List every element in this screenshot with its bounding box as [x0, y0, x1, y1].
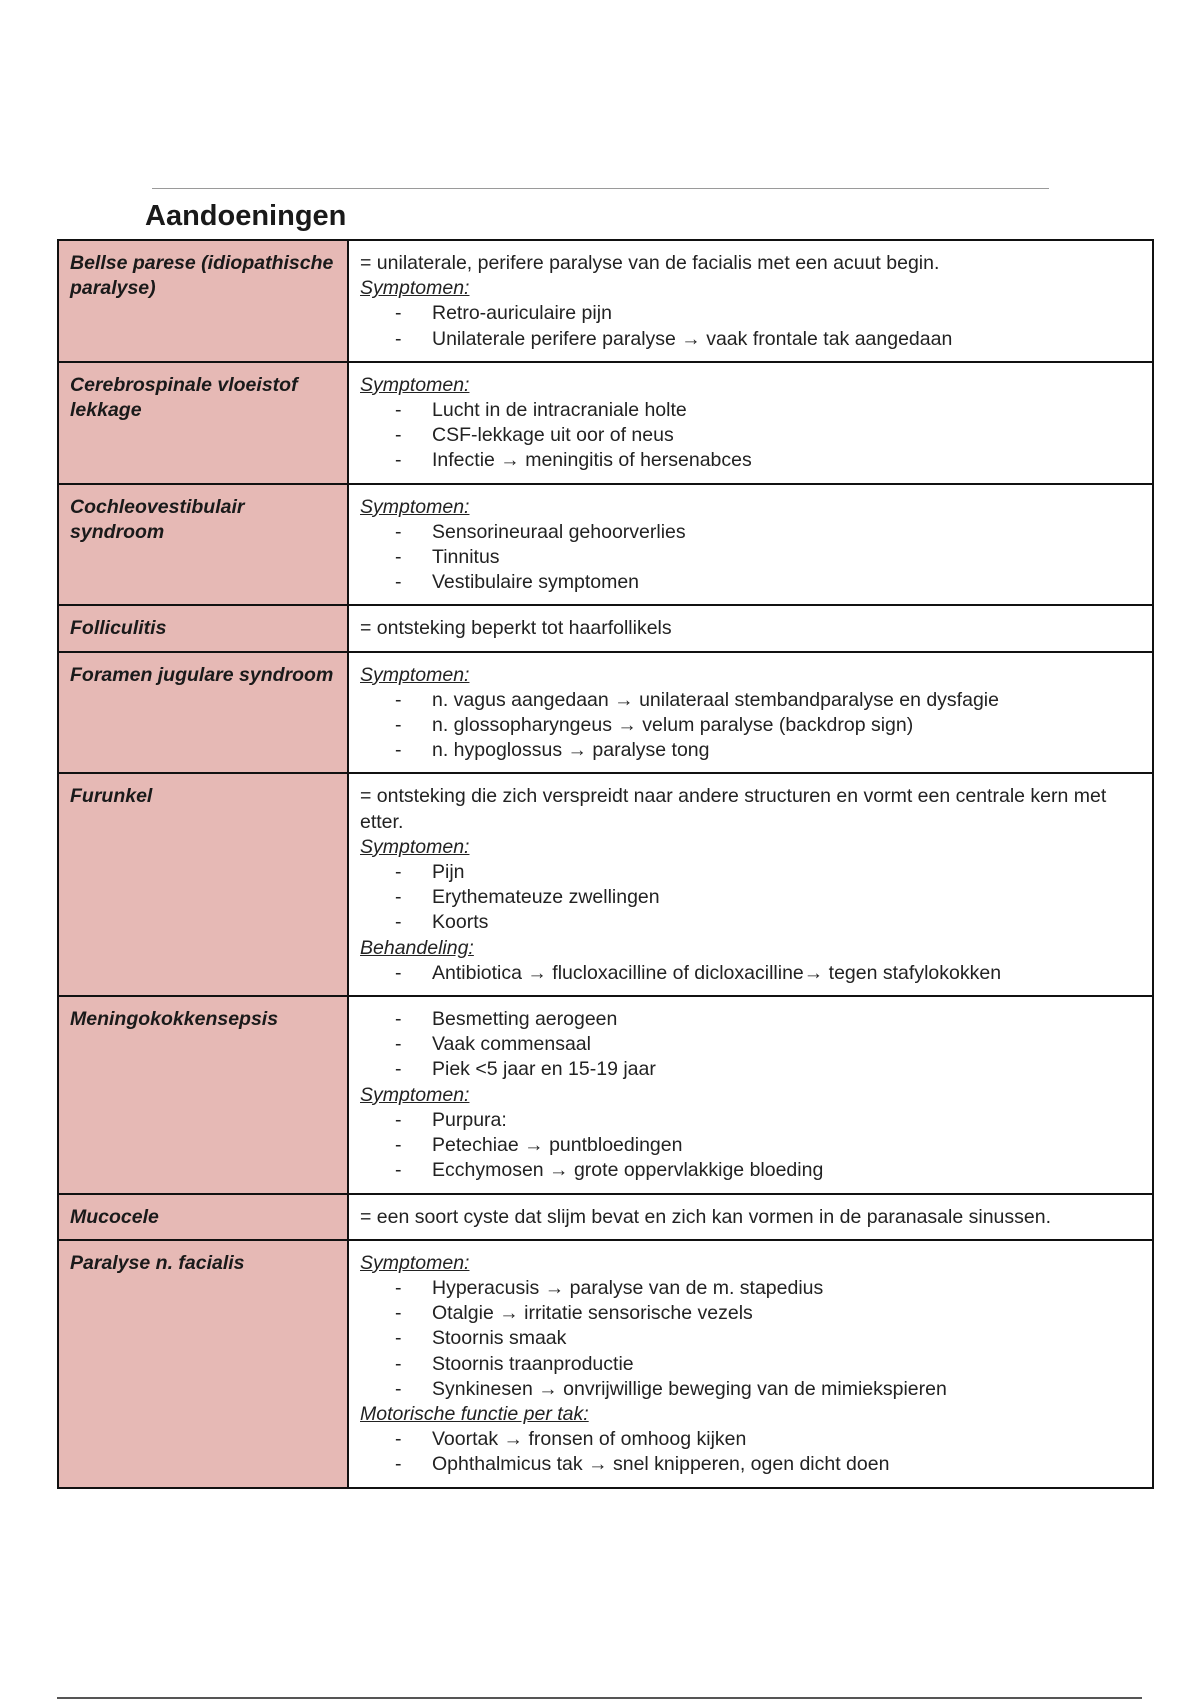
list-item	[360, 1158, 1142, 1183]
list-item-text: n. hypoglossus → paralyse tong	[432, 739, 710, 762]
list-item	[360, 1057, 1142, 1082]
list-item-text: Ophthalmicus tak → snel knipperen, ogen dicht doen	[432, 1453, 890, 1476]
list-item-text: CSF-lekkage uit oor of neus	[432, 424, 674, 447]
condition-description	[348, 1194, 1153, 1240]
dash-bullet-icon: -	[395, 1377, 402, 1400]
list-item-text: Stoornis smaak	[432, 1327, 567, 1350]
list-item	[360, 1352, 1142, 1377]
dash-bullet-icon: -	[395, 1134, 402, 1157]
dash-bullet-icon: -	[395, 1302, 402, 1325]
conditions-table	[57, 239, 1154, 1489]
list-item	[360, 1032, 1142, 1057]
condition-row	[58, 240, 1153, 362]
bullet-list	[360, 961, 1142, 986]
list-item-text: Infectie → meningitis of hersenabces	[432, 449, 752, 472]
condition-name: Furunkel	[58, 773, 348, 996]
list-item	[360, 1108, 1142, 1133]
dash-bullet-icon: -	[395, 424, 402, 447]
condition-row	[58, 773, 1153, 996]
condition-row	[58, 484, 1153, 606]
dash-bullet-icon: -	[395, 1058, 402, 1081]
section-label: Motorische functie per tak:	[360, 1402, 589, 1425]
dash-bullet-icon: -	[395, 1428, 402, 1451]
list-item	[360, 1427, 1142, 1452]
description-text: = unilaterale, perifere paralyse van de facialis met een acuut begin.	[360, 252, 940, 274]
list-item-text: Lucht in de intracraniale holte	[432, 399, 687, 422]
section-label: Symptomen:	[360, 835, 470, 858]
list-item-text: Pijn	[432, 861, 465, 884]
bullet-list	[360, 860, 1142, 936]
description-text: = een soort cyste dat slijm bevat en zich kan vormen in de paranasale sinussen.	[360, 1205, 1052, 1228]
condition-name: Folliculitis	[58, 605, 348, 651]
condition-name: Foramen jugulare syndroom	[58, 652, 348, 774]
section-label: Symptomen:	[360, 373, 470, 396]
list-item	[360, 885, 1142, 910]
condition-row	[58, 1240, 1153, 1488]
condition-description	[348, 773, 1153, 996]
dash-bullet-icon: -	[395, 546, 402, 569]
list-item	[360, 520, 1142, 545]
bullet-list	[360, 1007, 1142, 1083]
bullet-list	[360, 688, 1142, 764]
dash-bullet-icon: -	[395, 520, 402, 543]
list-item-text: Tinnitus	[432, 546, 500, 569]
list-item-text: Purpura:	[432, 1108, 507, 1131]
dash-bullet-icon: -	[395, 911, 402, 934]
list-item	[360, 570, 1142, 595]
condition-row	[58, 652, 1153, 774]
list-item	[360, 1007, 1142, 1032]
dash-bullet-icon: -	[395, 739, 402, 762]
section-label: Behandeling:	[360, 936, 474, 959]
bullet-list	[360, 398, 1142, 474]
list-item	[360, 448, 1142, 473]
condition-name: Bellse parese (idiopathische paralyse)	[58, 240, 348, 362]
list-item	[360, 738, 1142, 763]
list-item-text: Piek <5 jaar en 15-19 jaar	[432, 1058, 656, 1081]
section-label: Symptomen:	[360, 277, 470, 300]
dash-bullet-icon: -	[395, 1453, 402, 1476]
description-text: = ontsteking beperkt tot haarfollikels	[360, 617, 672, 640]
list-item-text: Besmetting aerogeen	[432, 1008, 618, 1031]
condition-name: Cochleovestibulair syndroom	[58, 484, 348, 606]
condition-name: Mucocele	[58, 1194, 348, 1240]
dash-bullet-icon: -	[395, 1108, 402, 1131]
condition-row	[58, 362, 1153, 484]
dash-bullet-icon: -	[395, 886, 402, 909]
list-item-text: Unilaterale perifere paralyse → vaak frontale tak aangedaan	[432, 327, 953, 350]
list-item-text: Antibiotica → flucloxacilline of dicloxacilline→ tegen stafylokokken	[432, 961, 1002, 984]
dash-bullet-icon: -	[395, 1033, 402, 1056]
list-item-text: Synkinesen → onvrijwillige beweging van de mimiekspieren	[432, 1377, 947, 1400]
header-divider	[152, 188, 1049, 189]
description-text: = ontsteking die zich verspreidt naar andere structuren en vormt een centrale kern met etter.	[360, 785, 1107, 833]
condition-row	[58, 1194, 1153, 1240]
list-item-text: Sensorineuraal gehoorverlies	[432, 520, 686, 543]
list-item	[360, 688, 1142, 713]
bullet-list	[360, 1427, 1142, 1477]
list-item	[360, 423, 1142, 448]
dash-bullet-icon: -	[395, 861, 402, 884]
section-label: Symptomen:	[360, 663, 470, 686]
dash-bullet-icon: -	[395, 688, 402, 711]
dash-bullet-icon: -	[395, 327, 402, 350]
condition-description	[348, 996, 1153, 1193]
condition-row	[58, 605, 1153, 651]
list-item-text: Ecchymosen → grote oppervlakkige bloeding	[432, 1159, 824, 1182]
list-item-text: Vaak commensaal	[432, 1033, 591, 1056]
footer-divider	[57, 1697, 1142, 1699]
condition-description	[348, 362, 1153, 484]
list-item-text: Hyperacusis → paralyse van de m. stapedius	[432, 1276, 824, 1299]
dash-bullet-icon: -	[395, 571, 402, 594]
list-item	[360, 545, 1142, 570]
dash-bullet-icon: -	[395, 714, 402, 737]
list-item-text: Erythemateuze zwellingen	[432, 886, 660, 909]
dash-bullet-icon: -	[395, 399, 402, 422]
condition-name: Meningokokkensepsis	[58, 996, 348, 1193]
section-label: Symptomen:	[360, 495, 470, 518]
dash-bullet-icon: -	[395, 302, 402, 325]
list-item	[360, 398, 1142, 423]
list-item	[360, 910, 1142, 935]
list-item-text: Stoornis traanproductie	[432, 1352, 634, 1375]
condition-description	[348, 652, 1153, 774]
list-item-text: n. vagus aangedaan → unilateraal stembandparalyse en dysfagie	[432, 688, 999, 711]
bullet-list	[360, 301, 1142, 351]
dash-bullet-icon: -	[395, 449, 402, 472]
list-item	[360, 860, 1142, 885]
condition-description	[348, 240, 1153, 362]
list-item-text: Koorts	[432, 911, 489, 934]
condition-row	[58, 996, 1153, 1193]
list-item	[360, 1276, 1142, 1301]
page-title: Aandoeningen	[145, 200, 347, 232]
section-label: Symptomen:	[360, 1251, 470, 1274]
list-item-text: Vestibulaire symptomen	[432, 571, 640, 594]
list-item	[360, 1301, 1142, 1326]
section-label: Symptomen:	[360, 1083, 470, 1106]
list-item	[360, 327, 1142, 352]
list-item-text: Retro-auriculaire pijn	[432, 302, 612, 325]
bullet-list	[360, 1276, 1142, 1402]
list-item-text: n. glossopharyngeus → velum paralyse (backdrop sign)	[432, 714, 914, 737]
list-item-text: Otalgie → irritatie sensorische vezels	[432, 1302, 753, 1325]
condition-name: Paralyse n. facialis	[58, 1240, 348, 1488]
dash-bullet-icon: -	[395, 1352, 402, 1375]
condition-description	[348, 605, 1153, 651]
list-item	[360, 713, 1142, 738]
condition-description	[348, 484, 1153, 606]
condition-description	[348, 1240, 1153, 1488]
dash-bullet-icon: -	[395, 1008, 402, 1031]
dash-bullet-icon: -	[395, 1159, 402, 1182]
condition-name: Cerebrospinale vloeistof lekkage	[58, 362, 348, 484]
list-item	[360, 1133, 1142, 1158]
list-item	[360, 1452, 1142, 1477]
list-item	[360, 1377, 1142, 1402]
bullet-list	[360, 520, 1142, 596]
list-item	[360, 301, 1142, 326]
dash-bullet-icon: -	[395, 1327, 402, 1350]
list-item	[360, 961, 1142, 986]
list-item-text: Petechiae → puntbloedingen	[432, 1134, 683, 1157]
dash-bullet-icon: -	[395, 961, 402, 984]
list-item	[360, 1326, 1142, 1351]
dash-bullet-icon: -	[395, 1276, 402, 1299]
bullet-list	[360, 1108, 1142, 1184]
list-item-text: Voortak → fronsen of omhoog kijken	[432, 1428, 747, 1451]
